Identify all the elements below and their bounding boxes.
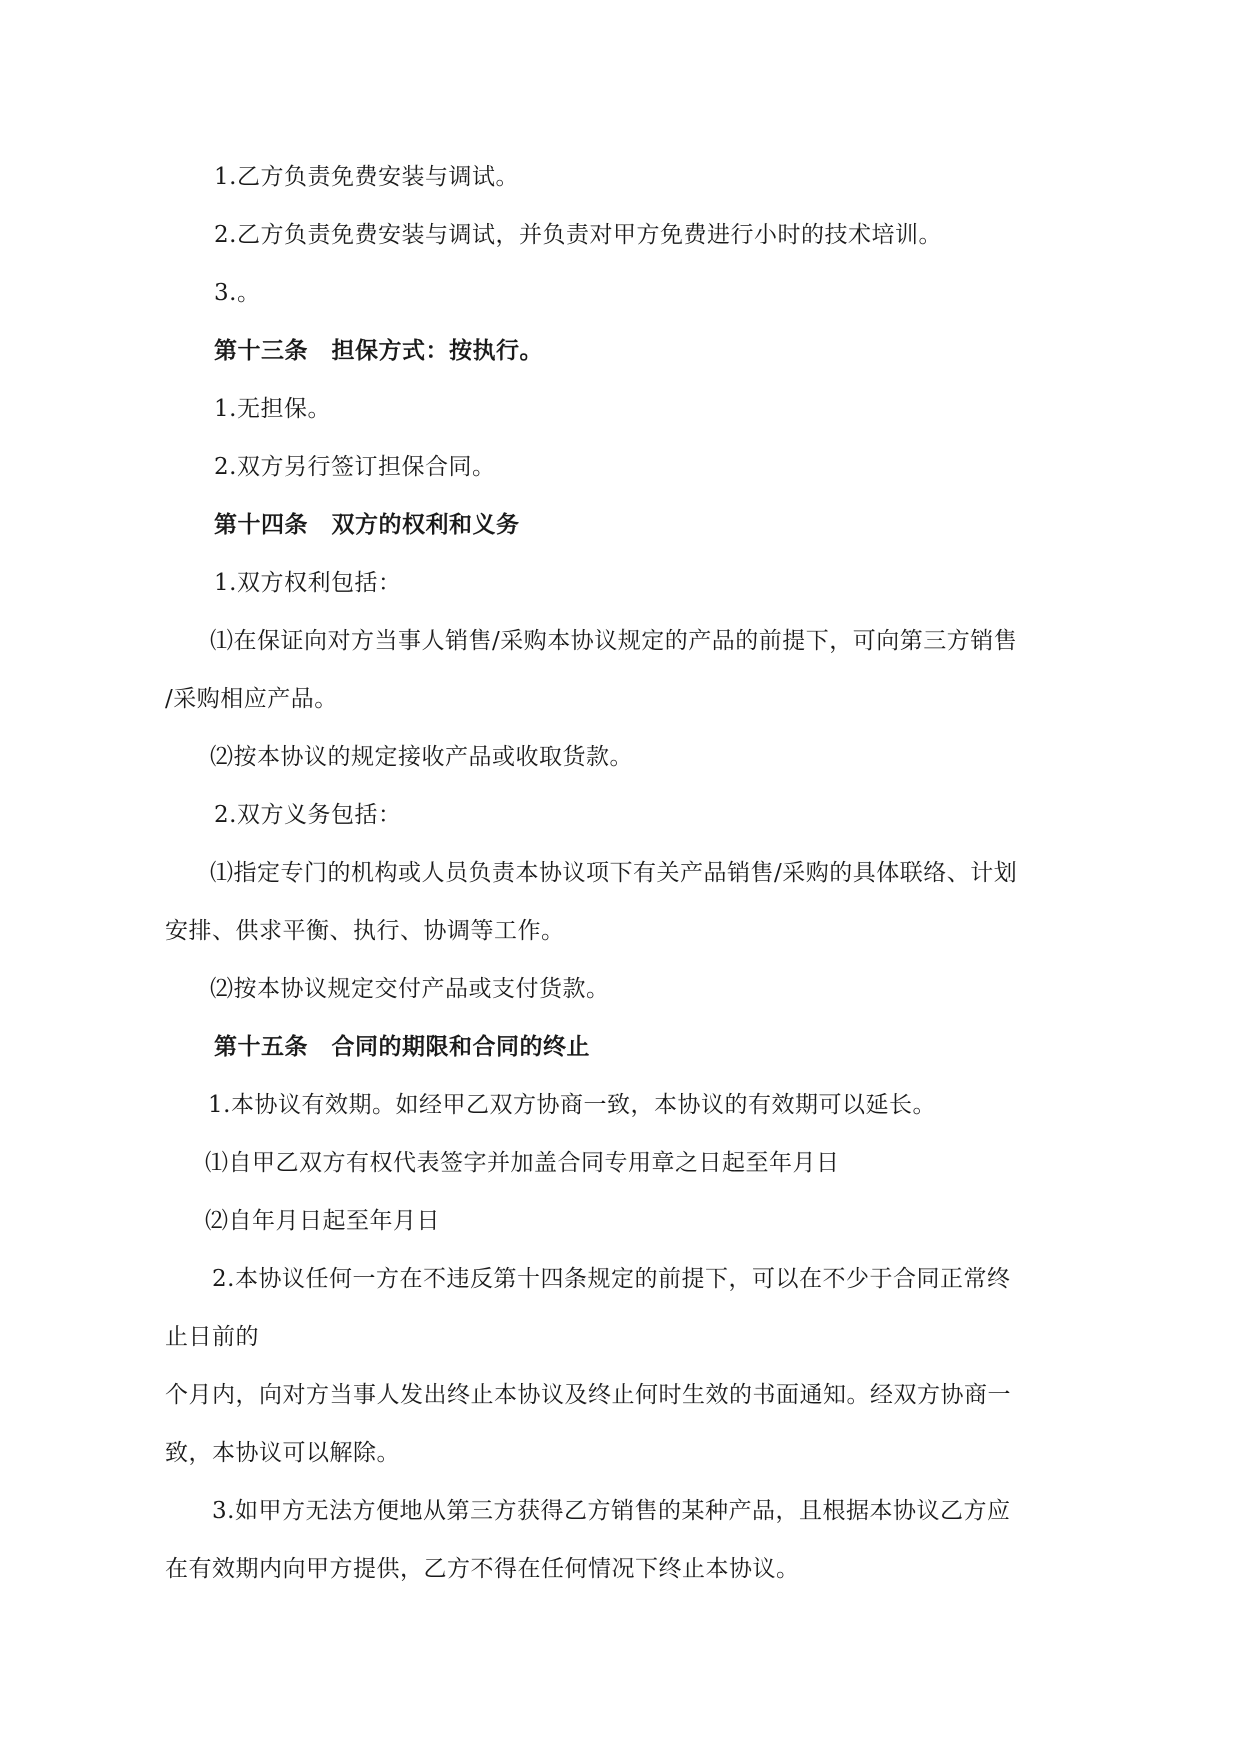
article-heading-14: 第十四条 双方的权利和义务	[214, 512, 520, 538]
clause-line: 2.双方义务包括：	[214, 802, 402, 828]
clause-line: ⑴自甲乙双方有权代表签字并加盖合同专用章之日起至年月日	[205, 1150, 840, 1176]
clause-line-continued: 个月内，向对方当事人发出终止本协议及终止何时生效的书面通知。经双方协商一	[165, 1382, 1011, 1408]
clause-line: ⑵自年月日起至年月日	[205, 1208, 440, 1234]
clause-line-continued: 安排、供求平衡、执行、协调等工作。	[165, 918, 565, 944]
clause-line: 1.本协议有效期。如经甲乙双方协商一致，本协议的有效期可以延长。	[208, 1092, 936, 1118]
clause-line: 2.乙方负责免费安装与调试，并负责对甲方免费进行小时的技术培训。	[214, 222, 942, 248]
article-heading-15: 第十五条 合同的期限和合同的终止	[214, 1034, 590, 1060]
clause-line: 1.无担保。	[214, 396, 331, 422]
clause-line: ⑴在保证向对方当事人销售/采购本协议规定的产品的前提下，可向第三方销售	[210, 628, 1018, 654]
clause-line: 1.乙方负责免费安装与调试。	[214, 164, 519, 190]
clause-line: 3.。	[214, 280, 261, 306]
clause-line: ⑴指定专门的机构或人员负责本协议项下有关产品销售/采购的具体联络、计划	[210, 860, 1018, 886]
clause-line-continued: /采购相应产品。	[165, 686, 338, 712]
clause-line: 3.如甲方无法方便地从第三方获得乙方销售的某种产品，且根据本协议乙方应	[212, 1498, 1011, 1524]
clause-line: 2.双方另行签订担保合同。	[214, 454, 496, 480]
article-heading-13: 第十三条 担保方式：按执行。	[214, 338, 543, 364]
clause-line-continued: 致，本协议可以解除。	[165, 1440, 400, 1466]
clause-line: 1.双方权利包括：	[214, 570, 402, 596]
clause-line: ⑵按本协议规定交付产品或支付货款。	[210, 976, 610, 1002]
clause-line: 2.本协议任何一方在不违反第十四条规定的前提下，可以在不少于合同正常终	[212, 1266, 1011, 1292]
clause-line-continued: 在有效期内向甲方提供，乙方不得在任何情况下终止本协议。	[165, 1556, 800, 1582]
clause-line-continued: 止日前的	[165, 1324, 259, 1350]
clause-line: ⑵按本协议的规定接收产品或收取货款。	[210, 744, 633, 770]
